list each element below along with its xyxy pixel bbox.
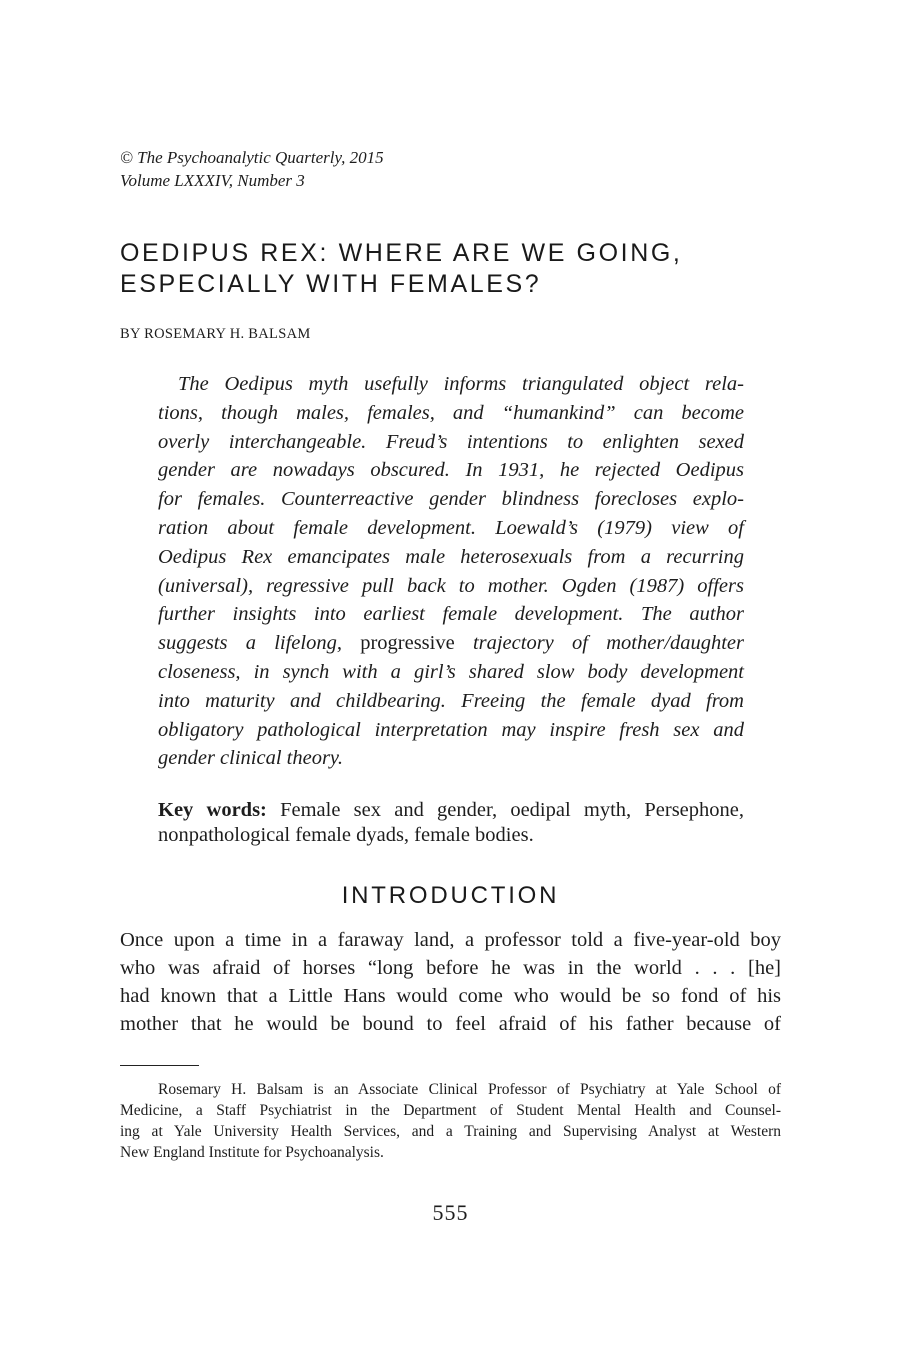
abstract-line: The Oedipus myth usefully informs triangulated object rela-: [178, 373, 744, 395]
keywords-label: Key words:: [158, 799, 267, 821]
abstract-line: obligatory pathological interpretation may inspire fresh sex and: [158, 718, 744, 741]
abstract-line: closeness, in synch with a girl’s shared slow body development: [158, 660, 744, 683]
keywords-line: nonpathological female dyads, female bodies.: [158, 824, 534, 846]
body-line: mother that he would be bound to feel afraid of his father because of: [120, 1013, 781, 1035]
abstract-line-mixed: [158, 629, 744, 658]
abstract-line: tions, though males, females, and “humankind” can become: [158, 401, 744, 424]
abstract-roman-word: progressive: [360, 632, 455, 655]
copyright-line: © The Psychoanalytic Quarterly, 2015: [120, 148, 384, 167]
keywords-line: [158, 798, 744, 823]
introduction-text: [120, 926, 781, 1038]
abstract-italic-segment: suggests a lifelong,: [158, 632, 342, 655]
footnote-line: ing at Yale University Health Services, and a Training and Supervising Analyst at Western: [120, 1123, 781, 1140]
keywords: [158, 798, 744, 848]
journal-header: [120, 146, 384, 192]
abstract-line: ration about female development. Loewald’s (1979) view of: [158, 516, 744, 539]
abstract-line: further insights into earliest female development. The author: [158, 603, 744, 626]
abstract-line: gender are nowadays obscured. In 1931, he rejected Oedipus: [158, 459, 744, 482]
article-title-line: ESPECIALLY WITH FEMALES?: [120, 270, 542, 298]
keywords-text: Female sex and gender, oedipal myth, Persephone,: [280, 799, 745, 821]
abstract-line: for females. Counterreactive gender blindness forecloses explo-: [158, 488, 744, 511]
abstract-line: gender clinical theory.: [158, 747, 344, 770]
author-byline: BY ROSEMARY H. BALSAM: [120, 326, 311, 342]
section-heading: INTRODUCTION: [341, 882, 560, 909]
footnote-divider: [120, 1065, 199, 1066]
abstract-line: Oedipus Rex emancipates male heterosexuals from a recurring: [158, 545, 744, 568]
body-line: Once upon a time in a faraway land, a professor told a five-year-old boy: [120, 929, 781, 951]
article-title: [120, 238, 800, 300]
footnote-line: New England Institute for Psychoanalysis.: [120, 1144, 384, 1161]
abstract-line: into maturity and childbearing. Freeing the female dyad from: [158, 689, 744, 712]
abstract-line: overly interchangeable. Freud’s intentions to enlighten sexed: [158, 430, 744, 453]
volume-line: Volume LXXXIV, Number 3: [120, 171, 305, 190]
body-line: who was afraid of horses “long before he was in the world . . . [he]: [120, 957, 781, 979]
article-title-line: OEDIPUS REX: WHERE ARE WE GOING,: [120, 239, 683, 267]
body-line: had known that a Little Hans would come who would be so fond of his: [120, 985, 781, 1007]
page-number: 555: [432, 1200, 469, 1225]
abstract-line: (universal), regressive pull back to mother. Ogden (1987) offers: [158, 574, 744, 597]
abstract: [158, 370, 744, 773]
abstract-italic-segment: trajectory of mother/daughter: [472, 632, 744, 655]
footnote-line: Rosemary H. Balsam is an Associate Clinical Professor of Psychiatry at Yale School of: [158, 1081, 781, 1098]
author-footnote: [120, 1079, 781, 1163]
footnote-line: Medicine, a Staff Psychiatrist in the Department of Student Mental Health and Counsel-: [120, 1102, 781, 1119]
